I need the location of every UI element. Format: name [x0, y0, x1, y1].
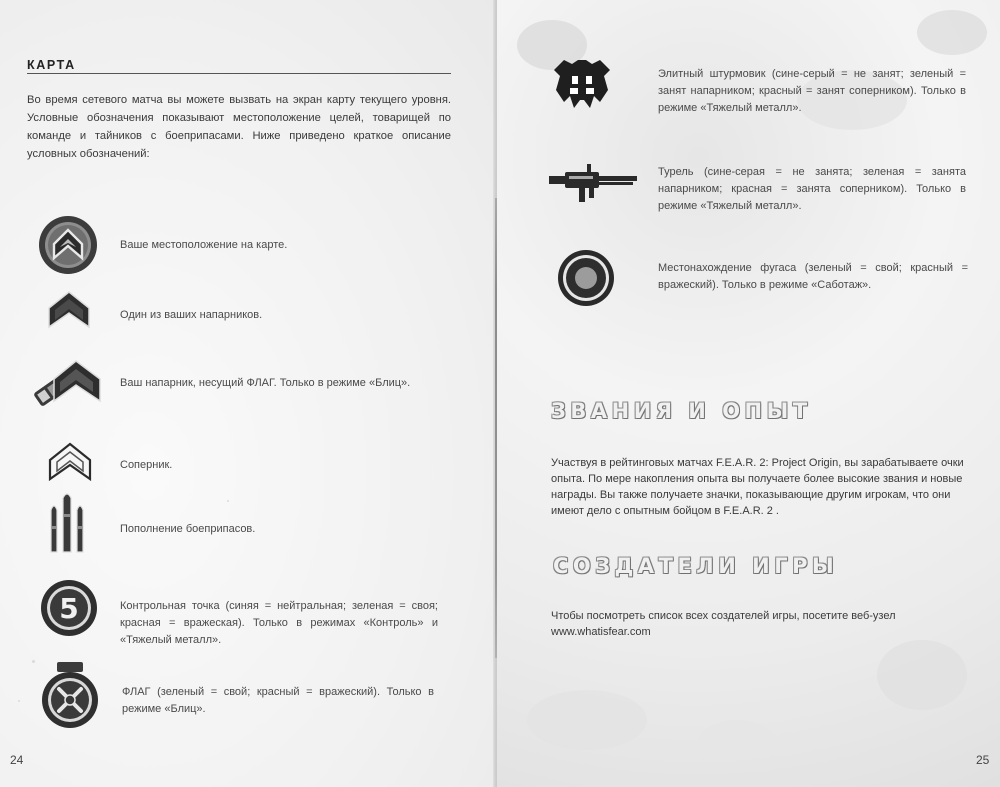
legend-text-control-point: Контрольная точка (синяя = нейтральная; зеленая = своя; красная = вражеская). Только в режимах «Контроль» и «Тяжелый металл».	[120, 600, 438, 646]
legend-text-elite-mech: Элитный штурмовик (сине-серый = не занят; зеленый = занят напарником; красный = занят соперником). Только в режиме «Тяжелый металл».	[658, 68, 966, 114]
ranks-paragraph: Участвуя в рейтинговых матчах F.E.A.R. 2: Project Origin, вы зарабатываете очки опыта. По мере накопления опыта вы получаете более высокие звания и новые награды. Вы также получаете значки, показывающие другим игрокам, что они имеют дело с опытным бойцом в F.E.A.R. 2 .	[551, 457, 964, 517]
ink-splatter	[877, 640, 967, 710]
your-location-icon	[37, 214, 99, 281]
intro-paragraph: Во время сетевого матча вы можете вызвать на экран карту текущего уровня. Условные обозначения показывают местоположение целей, товарищей по команде и тайников с боеприпасами. Ниже приведено краткое описание условных обозначений:	[27, 94, 451, 160]
ink-splatter	[527, 690, 647, 750]
turret-icon	[547, 160, 639, 209]
legend-text-landmine: Местонахождение фугаса (зеленый = свой; красный = вражеский). Только в режиме «Саботаж».	[658, 262, 968, 291]
landmine-icon	[556, 248, 616, 313]
paper-speck	[32, 660, 35, 663]
legend-text-ammo: Пополнение боеприпасов.	[120, 523, 256, 535]
page-number-right: 25	[976, 753, 990, 767]
legend-text-flag-carrier: Ваш напарник, несущий ФЛАГ. Только в режиме «Блиц».	[120, 377, 411, 389]
flag-icon	[40, 660, 100, 737]
section-divider	[27, 73, 451, 74]
svg-text:5: 5	[59, 592, 79, 625]
right-page	[497, 0, 1000, 787]
ink-splatter	[917, 10, 987, 55]
teammate-chevron-icon	[46, 289, 92, 336]
elite-mech-icon	[550, 56, 614, 117]
control-point-icon	[39, 578, 99, 643]
left-page	[0, 0, 497, 787]
paper-speck	[227, 500, 229, 502]
legend-text-teammate: Один из ваших напарников.	[120, 309, 263, 321]
ranks-heading: ЗВАНИЯ И ОПЫТ	[551, 399, 812, 423]
ammo-bullets-icon	[42, 492, 92, 563]
paper-speck	[18, 700, 20, 702]
legend-text-location: Ваше местоположение на карте.	[120, 239, 288, 251]
ink-splatter	[697, 720, 777, 770]
credits-heading: СОЗДАТЕЛИ ИГРЫ	[553, 554, 839, 578]
page-number-left: 24	[10, 753, 24, 767]
teammate-flag-carrier-icon	[26, 355, 106, 422]
legend-text-enemy: Соперник.	[120, 459, 173, 471]
legend-text-turret: Турель (сине-серая = не занята; зеленая = занята напарником; красная = занята соперником). Только в режиме «Тяжелый металл».	[658, 166, 966, 212]
enemy-chevron-icon	[47, 441, 93, 488]
credits-paragraph: Чтобы посмотреть список всех создателей игры, посетите веб-узел www.whatisfear.com	[551, 610, 896, 638]
legend-text-flag: ФЛАГ (зеленый = свой; красный = вражеский). Только в режиме «Блиц».	[122, 686, 434, 715]
section-title: КАРТА	[27, 58, 76, 72]
